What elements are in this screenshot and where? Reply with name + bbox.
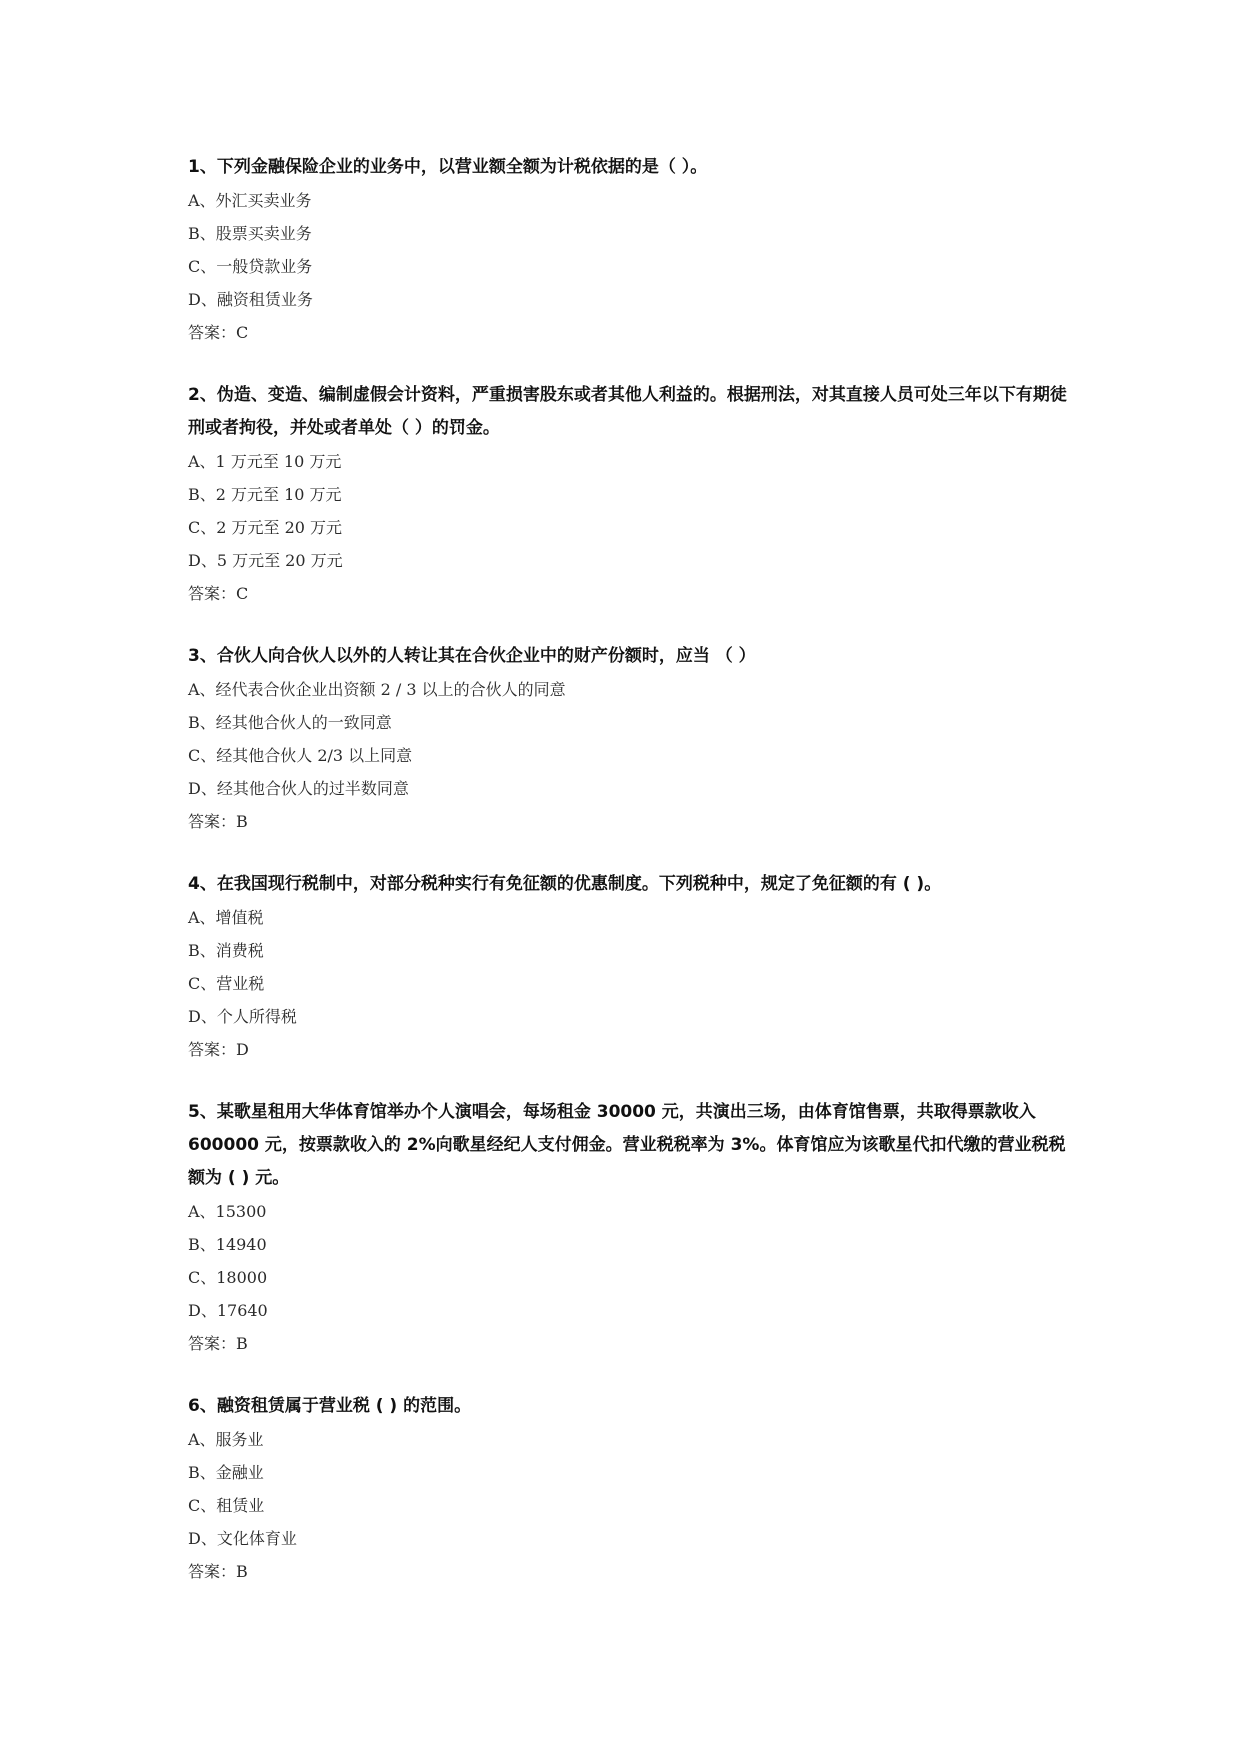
answer: 答案：B: [188, 812, 248, 831]
option-d: D、17640: [188, 1301, 268, 1320]
question-1: [188, 151, 1068, 349]
option-a: A、经代表合伙企业出资额 2 / 3 以上的合伙人的同意: [188, 680, 566, 699]
option-a: A、1 万元至 10 万元: [188, 452, 342, 471]
option-a: A、增值税: [188, 908, 264, 927]
question-text: 6、融资租赁属于营业税 ( ) 的范围。: [188, 1396, 472, 1416]
answer: 答案：C: [188, 323, 249, 342]
option-b: B、2 万元至 10 万元: [188, 485, 342, 504]
option-d: D、个人所得税: [188, 1007, 297, 1026]
option-d: D、经其他合伙人的过半数同意: [188, 779, 409, 798]
option-d: D、文化体育业: [188, 1529, 297, 1548]
question-text: 2、伪造、变造、编制虚假会计资料，严重损害股东或者其他人利益的。根据刑法，对其直接人员可处三年以下有期徒刑或者拘役，并处或者单处（ ）的罚金。: [188, 385, 1067, 438]
option-c: C、18000: [188, 1268, 268, 1287]
answer: 答案：B: [188, 1334, 248, 1353]
question-text: 3、合伙人向合伙人以外的人转让其在合伙企业中的财产份额时，应当 （ ）: [188, 646, 756, 666]
option-a: A、服务业: [188, 1430, 264, 1449]
question-text: 1、下列金融保险企业的业务中，以营业额全额为计税依据的是（ ）。: [188, 157, 708, 177]
question-6: [188, 1390, 1068, 1588]
question-4: [188, 868, 1068, 1066]
option-b: B、14940: [188, 1235, 267, 1254]
option-a: A、外汇买卖业务: [188, 191, 312, 210]
option-b: B、金融业: [188, 1463, 264, 1482]
option-c: C、经其他合伙人 2/3 以上同意: [188, 746, 413, 765]
question-2: [188, 379, 1068, 610]
option-c: C、一般贷款业务: [188, 257, 313, 276]
question-3: [188, 640, 1068, 838]
question-text: 5、某歌星租用大华体育馆举办个人演唱会，每场租金 30000 元，共演出三场，由体育馆售票，共取得票款收入 600000 元，按票款收入的 2%向歌星经纪人支付佣金。营业税税率为 3%。体育馆应为该歌星代扣代缴的营业税税额为 ( ) 元。: [188, 1102, 1066, 1188]
answer: 答案：D: [188, 1040, 249, 1059]
option-b: B、经其他合伙人的一致同意: [188, 713, 392, 732]
question-text: 4、在我国现行税制中，对部分税种实行有免征额的优惠制度。下列税种中，规定了免征额的有 ( )。: [188, 874, 942, 894]
option-b: B、消费税: [188, 941, 264, 960]
option-d: D、5 万元至 20 万元: [188, 551, 343, 570]
option-d: D、融资租赁业务: [188, 290, 313, 309]
document-page: [188, 151, 1068, 1618]
answer: 答案：C: [188, 584, 249, 603]
option-c: C、租赁业: [188, 1496, 265, 1515]
option-a: A、15300: [188, 1202, 267, 1221]
option-c: C、2 万元至 20 万元: [188, 518, 343, 537]
question-5: [188, 1096, 1068, 1360]
option-c: C、营业税: [188, 974, 265, 993]
option-b: B、股票买卖业务: [188, 224, 312, 243]
answer: 答案：B: [188, 1562, 248, 1581]
